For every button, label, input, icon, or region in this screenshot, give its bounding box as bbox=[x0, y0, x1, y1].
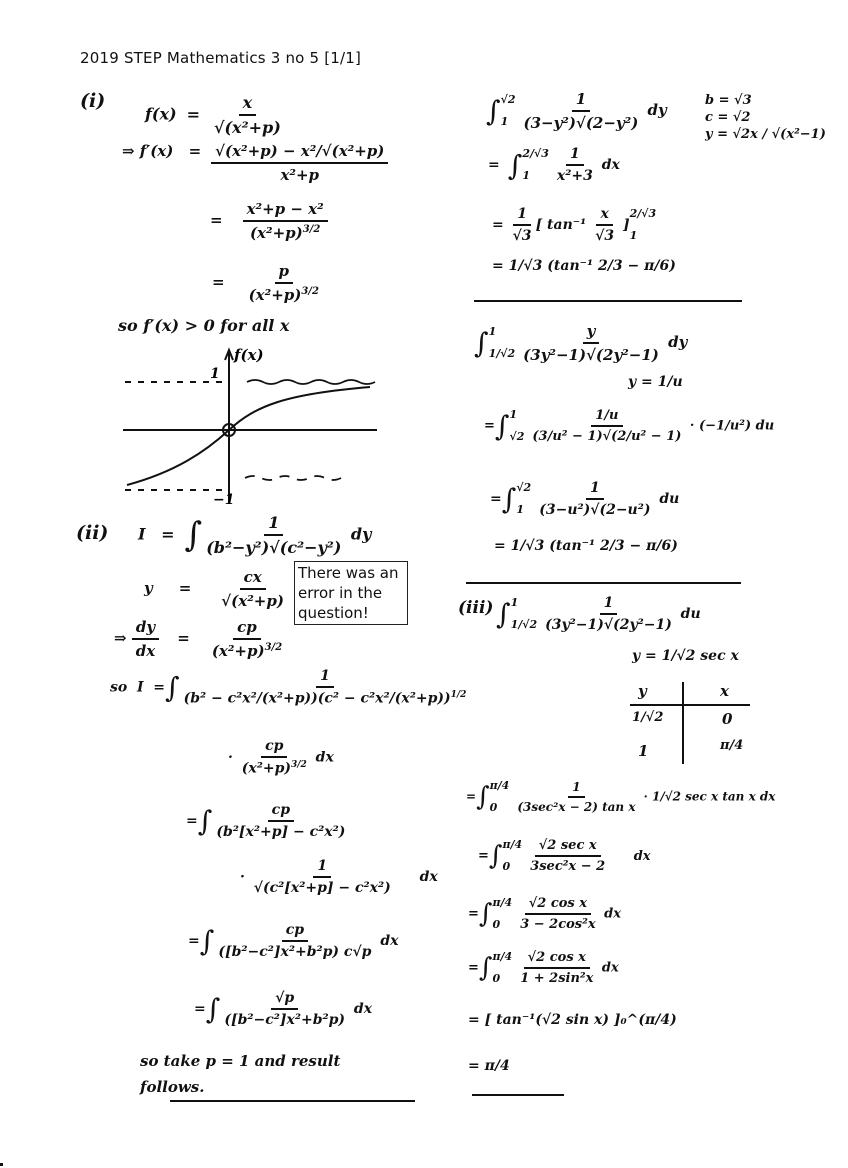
part-ii-label: (ii) bbox=[76, 522, 109, 544]
part-iii-s1: =∫ π/4 0 $\frac{1}{\text{(3sec²x − 2) tan x}}$ · 1/√2 sec x tan x dx bbox=[466, 779, 776, 815]
part-ii-sub: y = $\frac{cx}{\text{√(x²+p)}}$ bbox=[144, 568, 284, 610]
right-m3: =∫ √2 1 $\frac{1}{\text{(3−u²)√(2−u²)}}$ du bbox=[490, 480, 680, 518]
part-i-line2: ⇒ f′(x) = $\frac{\text{√(x²+p) − x²/√(x²+p)}}{\text{x²+p}}$ bbox=[122, 142, 388, 184]
right-int1: ∫ √2 1 $\frac{1}{\text{(3−y²)√(2−y²)}}$ dy bbox=[486, 90, 667, 132]
part-iii-s6: = π/4 bbox=[468, 1058, 510, 1074]
part-ii-conclusion-1: so take p = 1 and result bbox=[140, 1052, 341, 1070]
part-ii-times: · $\frac{cp}{(x^2+p)^{3/2}}$ dx bbox=[228, 738, 334, 777]
table-r1c2: 0 bbox=[722, 710, 733, 728]
part-i-line1: f(x) = $\frac{x}{\text{√(x²+p)}}$ bbox=[145, 93, 281, 137]
part-i-line4: = $\frac{p}{(x^2+p)^{3/2}}$ bbox=[212, 262, 319, 304]
part-iii-sub: y = 1/√2 sec x bbox=[632, 648, 739, 664]
right-m4: = 1/√3 (tan⁻¹ 2/3 − π/6) bbox=[494, 538, 678, 554]
part-ii-conclusion-2: follows. bbox=[140, 1078, 205, 1096]
right-r3: = $\frac{1}{√3}$ [ tan⁻¹ $\frac{x}{√3}$ ] 2/√3 1 bbox=[492, 206, 657, 244]
graph-ylabel: f(x) bbox=[234, 346, 264, 364]
part-iii-s4: =∫ π/4 0 $\frac{\text{√2 cos x}}{\text{1 + 2sin²x}}$ dx bbox=[468, 949, 619, 986]
rule-right-2 bbox=[466, 582, 741, 584]
part-ii-line1: I = ∫ $\frac{1}{\text{(b²−y²)√(c²−y²)}}$ dy bbox=[138, 513, 372, 557]
part-ii-step3: =∫ $\frac{cp}{\text{([b²−c²]x²+b²p) c√p}}$ dx bbox=[188, 922, 399, 960]
graph-upper-label: 1 bbox=[210, 366, 220, 382]
right-mid-sub: y = 1/u bbox=[628, 374, 683, 390]
table-h1: y bbox=[638, 682, 647, 700]
right-m2: =∫ 1 √2 $\frac{1/u}{\text{(3/u² − 1)√(2/u² − 1)}}$ · (−1/u²) du bbox=[484, 407, 775, 444]
table-r1c1: 1/√2 bbox=[632, 710, 664, 725]
right-r4: = 1/√3 (tan⁻¹ 2/3 − π/6) bbox=[492, 258, 676, 274]
asymptote-upper-right bbox=[247, 380, 375, 384]
asymptote-lower-right bbox=[245, 476, 341, 480]
page-title: 2019 STEP Mathematics 3 no 5 [1/1] bbox=[80, 49, 362, 67]
part-iii-s5: = [ tan⁻¹(√2 sin x) ]₀^(π/4) bbox=[468, 1012, 677, 1028]
error-note: There was an error in the question! bbox=[294, 561, 408, 625]
part-iii-label: (iii) bbox=[458, 598, 494, 618]
table-r2c1: 1 bbox=[638, 742, 649, 760]
table-h2: x bbox=[720, 682, 729, 700]
aside-c: c = √2 bbox=[705, 110, 751, 125]
part-i-label: (i) bbox=[80, 90, 106, 112]
part-ii-so-I: so I =∫ $\frac{1}{(b^2 - c^2x^2/(x^2+p))(c^2 - c^2x^2/(x^2+p))^{1/2}}$ bbox=[110, 668, 467, 707]
aside-substitution bbox=[705, 92, 826, 143]
graph-f bbox=[115, 342, 385, 512]
part-iii-int: ∫ 1 1/√2 $\frac{1}{\text{(3y²−1)√(2y²−1)}}$ du bbox=[496, 595, 701, 633]
part-ii-step4: =∫ $\frac{√p}{\text{([b²−c²]x²+b²p)}}$ dx bbox=[194, 990, 373, 1028]
graph-lower-label: −1 bbox=[213, 492, 235, 508]
right-int2: ∫ 1 1/√2 $\frac{y}{\text{(3y²−1)√(2y²−1)}}$ dy bbox=[474, 322, 688, 364]
part-i-conclusion: so f′(x) > 0 for all x bbox=[118, 316, 290, 335]
limits-table bbox=[630, 682, 750, 764]
part-iii-s3: =∫ π/4 0 $\frac{\text{√2 cos x}}{\text{3 − 2cos²x}}$ dx bbox=[468, 895, 621, 932]
part-ii-deriv: ⇒ $\frac{dy}{dx}$ = $\frac{cp}{(x^2+p)^{3/2}}$ bbox=[114, 618, 283, 660]
curve-f bbox=[127, 387, 370, 485]
part-iii-s2: =∫ π/4 0 $\frac{\text{√2 sec x}}{\text{3sec²x − 2}}$ dx bbox=[478, 837, 651, 874]
rule-end-part-ii bbox=[170, 1100, 415, 1102]
part-ii-step2: =∫ $\frac{cp}{\text{(b²[x²+p] − c²x²)}}$ bbox=[186, 802, 346, 840]
rule-end-part-iii bbox=[472, 1094, 564, 1096]
table-r2c2: π/4 bbox=[720, 738, 744, 753]
rule-right-1 bbox=[474, 300, 742, 302]
right-r2: = ∫ 2/√3 1 $\frac{1}{\text{x²+3}}$ dx bbox=[488, 146, 620, 184]
aside-b: b = √3 bbox=[705, 93, 752, 108]
scan-speck bbox=[0, 1163, 3, 1166]
part-ii-step2b: · $\frac{1}{\text{√(c²[x²+p] − c²x²)}}$ dx bbox=[240, 858, 438, 896]
aside-y: y = √2x / √(x²−1) bbox=[705, 127, 826, 142]
part-i-line3: = $\frac{\text{x²+p − x²}}{(x^2+p)^{3/2}}$ bbox=[210, 200, 328, 242]
